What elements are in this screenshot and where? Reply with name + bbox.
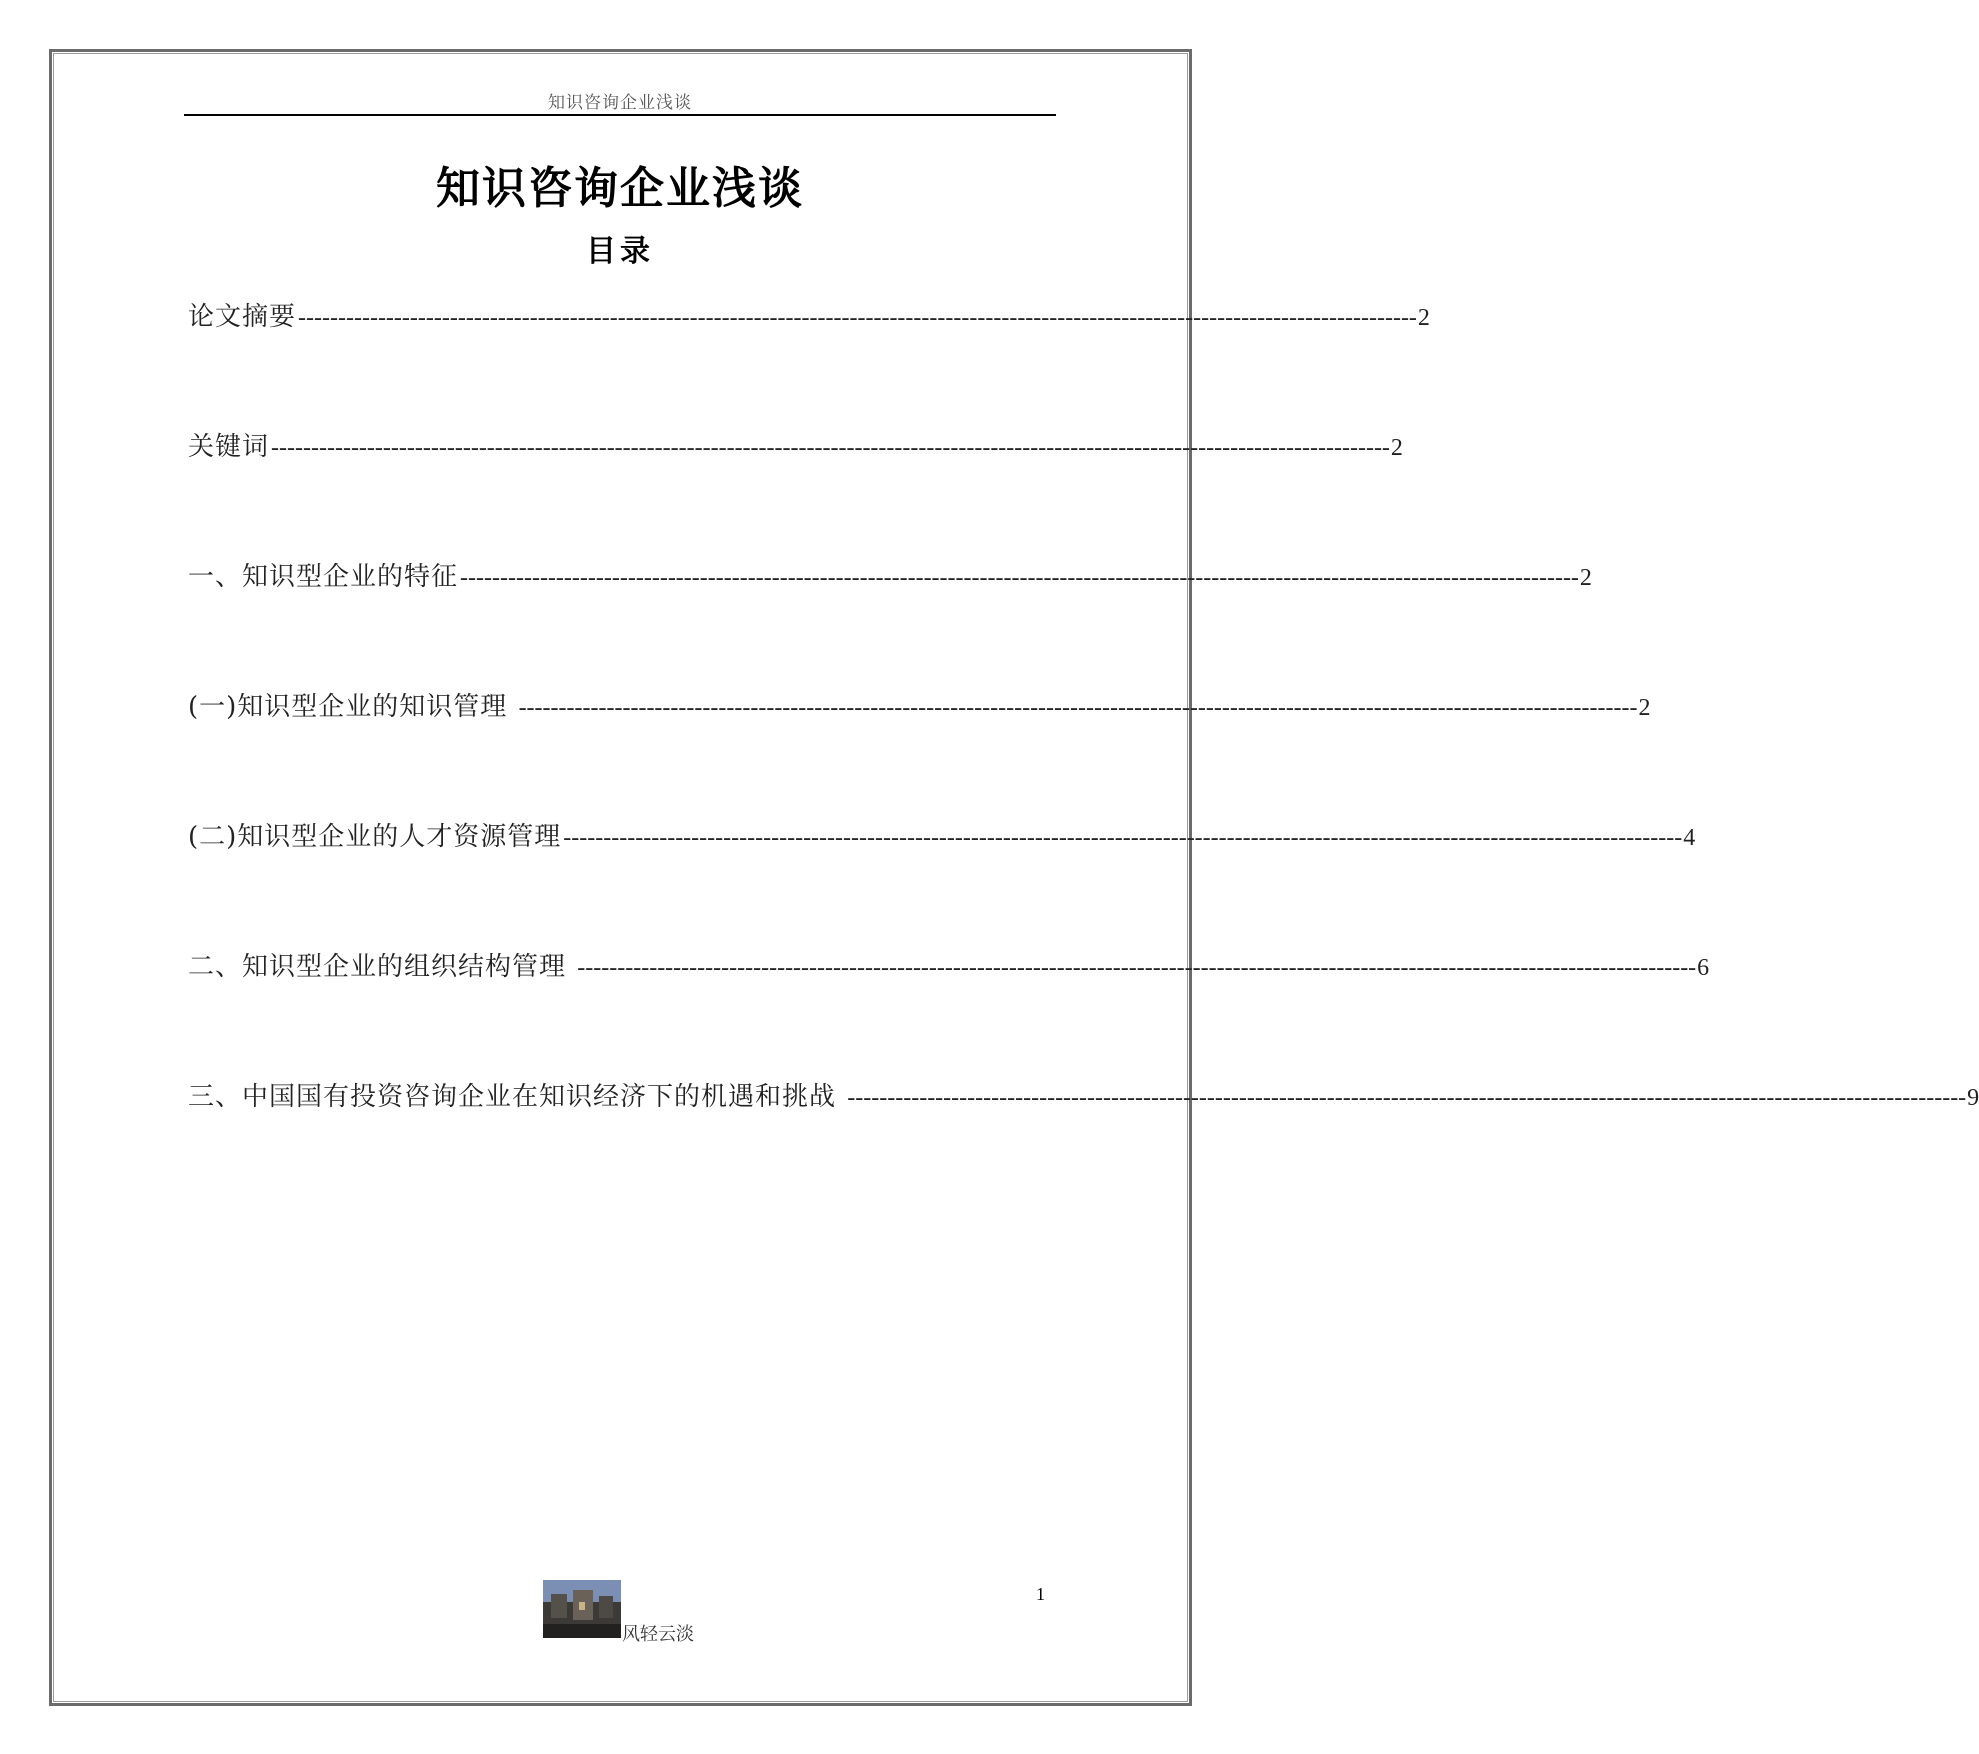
header-rule — [184, 114, 1056, 116]
toc-entry-label: 三、中国国有投资咨询企业在知识经济下的机遇和挑战 — [188, 1082, 846, 1112]
toc-entry-keywords[interactable] — [188, 426, 1403, 462]
toc-entry-label: (一)知识型企业的知识管理 — [188, 692, 517, 722]
toc-heading: 目录 — [586, 234, 654, 269]
toc-entry-section-1-1[interactable] — [188, 686, 1651, 722]
document-title: 知识咨询企业浅谈 — [436, 163, 804, 214]
logo-window — [579, 1602, 585, 1610]
toc-page-number: 6 — [1697, 955, 1710, 981]
toc-entry-label: 二、知识型企业的组织结构管理 — [188, 952, 576, 982]
footer-logo-photo — [543, 1580, 621, 1638]
toc-dot-leader: -------------------------------------------------------------------------------------------------------------------------------------------- — [271, 435, 1390, 461]
logo-tower-right — [599, 1596, 613, 1618]
toc-entry-label: (二)知识型企业的人才资源管理 — [188, 822, 562, 852]
toc-entry-section-1-2[interactable] — [188, 816, 1696, 852]
footer-logo-text: 风轻云淡 — [622, 1624, 694, 1645]
toc-dot-leader: -------------------------------------------------------------------------------------------------------------------------------------------- — [563, 825, 1683, 851]
toc-page-number: 9 — [1967, 1085, 1979, 1111]
toc-dot-leader: -------------------------------------------------------------------------------------------------------------------------------------------- — [847, 1085, 1967, 1111]
toc-entry-section-3[interactable] — [188, 1076, 1979, 1112]
toc-page-number: 4 — [1683, 825, 1696, 851]
toc-dot-leader: -------------------------------------------------------------------------------------------------------------------------------------------- — [460, 565, 1579, 591]
toc-page-number: 2 — [1579, 565, 1592, 591]
toc-entry-section-2[interactable] — [188, 946, 1710, 982]
toc-entry-abstract[interactable] — [188, 296, 1430, 332]
toc-page-number: 2 — [1417, 305, 1430, 331]
logo-tower-left — [551, 1594, 567, 1618]
toc-dot-leader: -------------------------------------------------------------------------------------------------------------------------------------------- — [298, 305, 1417, 331]
toc-dot-leader: -------------------------------------------------------------------------------------------------------------------------------------------- — [518, 695, 1638, 721]
toc-page-number: 2 — [1390, 435, 1403, 461]
logo-ground — [543, 1624, 621, 1638]
toc-entry-section-1[interactable] — [188, 556, 1592, 592]
running-header: 知识咨询企业浅谈 — [548, 93, 692, 113]
toc-entry-label: 关键词 — [188, 432, 270, 462]
toc-entry-label: 论文摘要 — [188, 302, 297, 332]
page-number: 1 — [1036, 1584, 1045, 1604]
toc-entry-label: 一、知识型企业的特征 — [188, 562, 459, 592]
toc-dot-leader: -------------------------------------------------------------------------------------------------------------------------------------------- — [577, 955, 1697, 981]
toc-page-number: 2 — [1638, 695, 1651, 721]
